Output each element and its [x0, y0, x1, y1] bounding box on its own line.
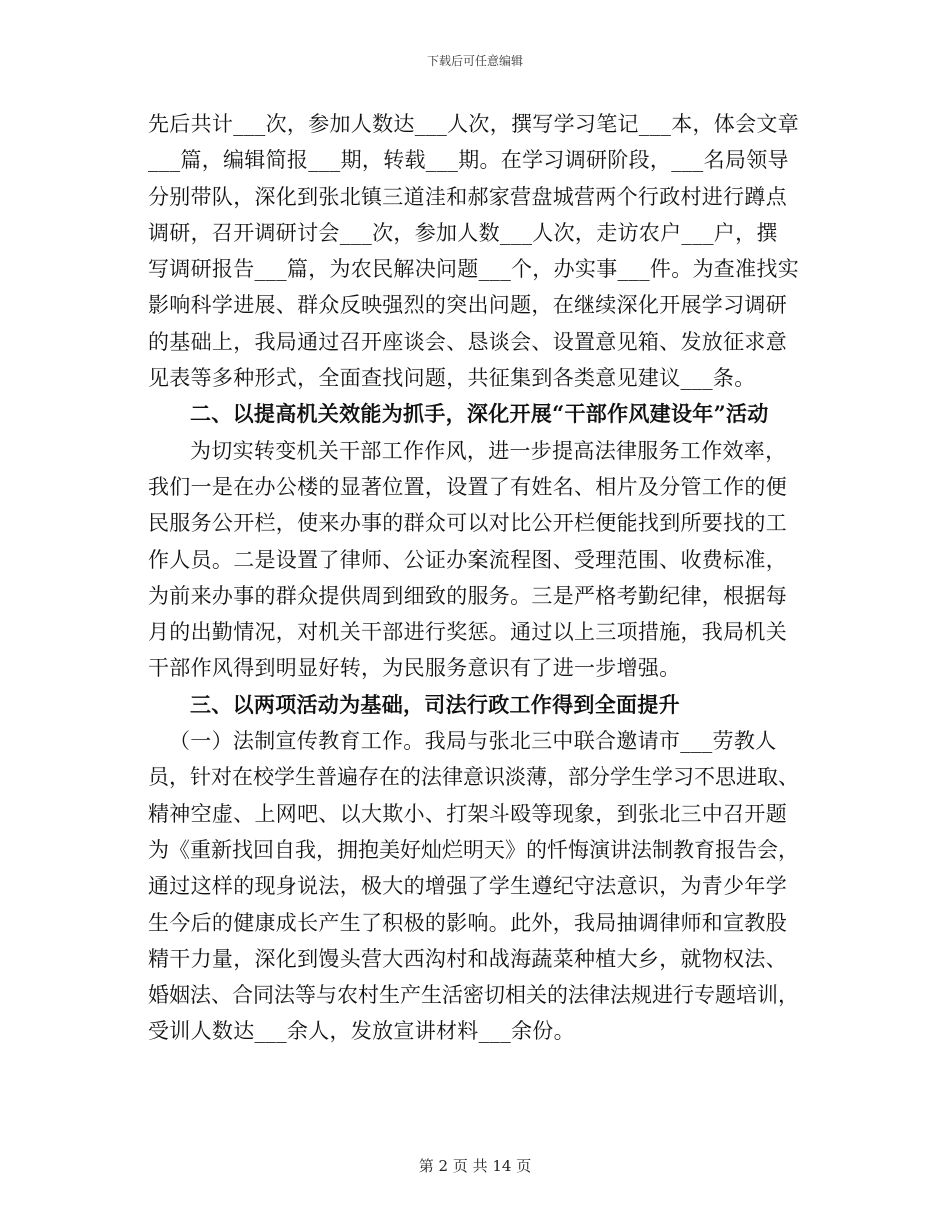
text-line: 精干力量，深化到馒头营大西沟村和战海蔬菜种植大乡，就物权法、	[148, 946, 787, 971]
text-line: 调研，召开调研讨会___次，参加人数___人次，走访农户___户，撰	[148, 220, 778, 245]
text-line: 先后共计___次，参加人数达___人次，撰写学习笔记___本，体会文章	[148, 112, 799, 136]
text-line: 受训人数达___余人，发放宣讲材料___余份。	[148, 1019, 575, 1044]
text-line: 干部作风得到明显好转，为民服务意识有了进一步增强。	[148, 656, 681, 681]
text-line: 写调研报告___篇，为农民解决问题___个，办实事___件。为查准找实	[148, 257, 799, 282]
text-line: 为前来办事的群众提供周到细致的服务。三是严格考勤纪律，根据每	[148, 583, 787, 608]
document-body	[148, 106, 808, 1050]
text-line: 影响科学进展、群众反映强烈的突出问题，在继续深化开展学习调研	[148, 293, 787, 318]
text-line: ___篇，编辑简报___期，转载___期。在学习调研阶段，___名局领导	[148, 148, 789, 173]
page-footer: 第 2 页 共 14 页	[418, 1157, 532, 1175]
text-line: 通过这样的现身说法，极大的增强了学生遵纪守法意识，为青少年学	[148, 874, 787, 899]
text-line: 见表等多种形式，全面查找问题，共征集到各类意见建议___条。	[148, 366, 756, 391]
text-line: 为《重新找回自我，拥抱美好灿烂明天》的忏悔演讲法制教育报告会，	[148, 837, 799, 862]
text-line: 精神空虚、上网吧、以大欺小、打架斗殴等现象，到张北三中召开题	[148, 801, 787, 826]
page-header: 下载后可任意编辑	[426, 54, 523, 68]
text-line: 员，针对在校学生普遍存在的法律意识淡薄，部分学生学习不思进取、	[148, 765, 799, 790]
text-line: 我们一是在办公楼的显著位置，设置了有姓名、相片及分管工作的便	[148, 474, 787, 499]
section-heading: 三、以两项活动为基础，司法行政工作得到全面提升	[190, 691, 680, 717]
text-line: 作人员。二是设置了律师、公证办案流程图、受理范围、收费标准，	[148, 547, 787, 572]
text-line: （一）法制宣传教育工作。我局与张北三中联合邀请市___劳教人	[169, 729, 777, 754]
text-line: 为切实转变机关干部工作作风，进一步提高法律服务工作效率，	[190, 438, 787, 463]
text-line: 婚姻法、合同法等与农村生产生活密切相关的法律法规进行专题培训，	[148, 983, 799, 1008]
text-line: 月的出勤情况，对机关干部进行奖惩。通过以上三项措施，我局机关	[148, 620, 787, 645]
text-line: 生今后的健康成长产生了积极的影响。此外，我局抽调律师和宣教股	[148, 910, 787, 935]
text-line: 民服务公开栏，使来办事的群众可以对比公开栏便能找到所要找的工	[148, 511, 787, 536]
section-heading: 二、以提高机关效能为抓手，深化开展“干部作风建设年”活动	[190, 401, 769, 427]
text-line: 分别带队，深化到张北镇三道洼和郝家营盘城营两个行政村进行蹲点	[148, 184, 787, 209]
text-line: 的基础上，我局通过召开座谈会、恳谈会、设置意见箱、发放征求意	[148, 329, 787, 354]
